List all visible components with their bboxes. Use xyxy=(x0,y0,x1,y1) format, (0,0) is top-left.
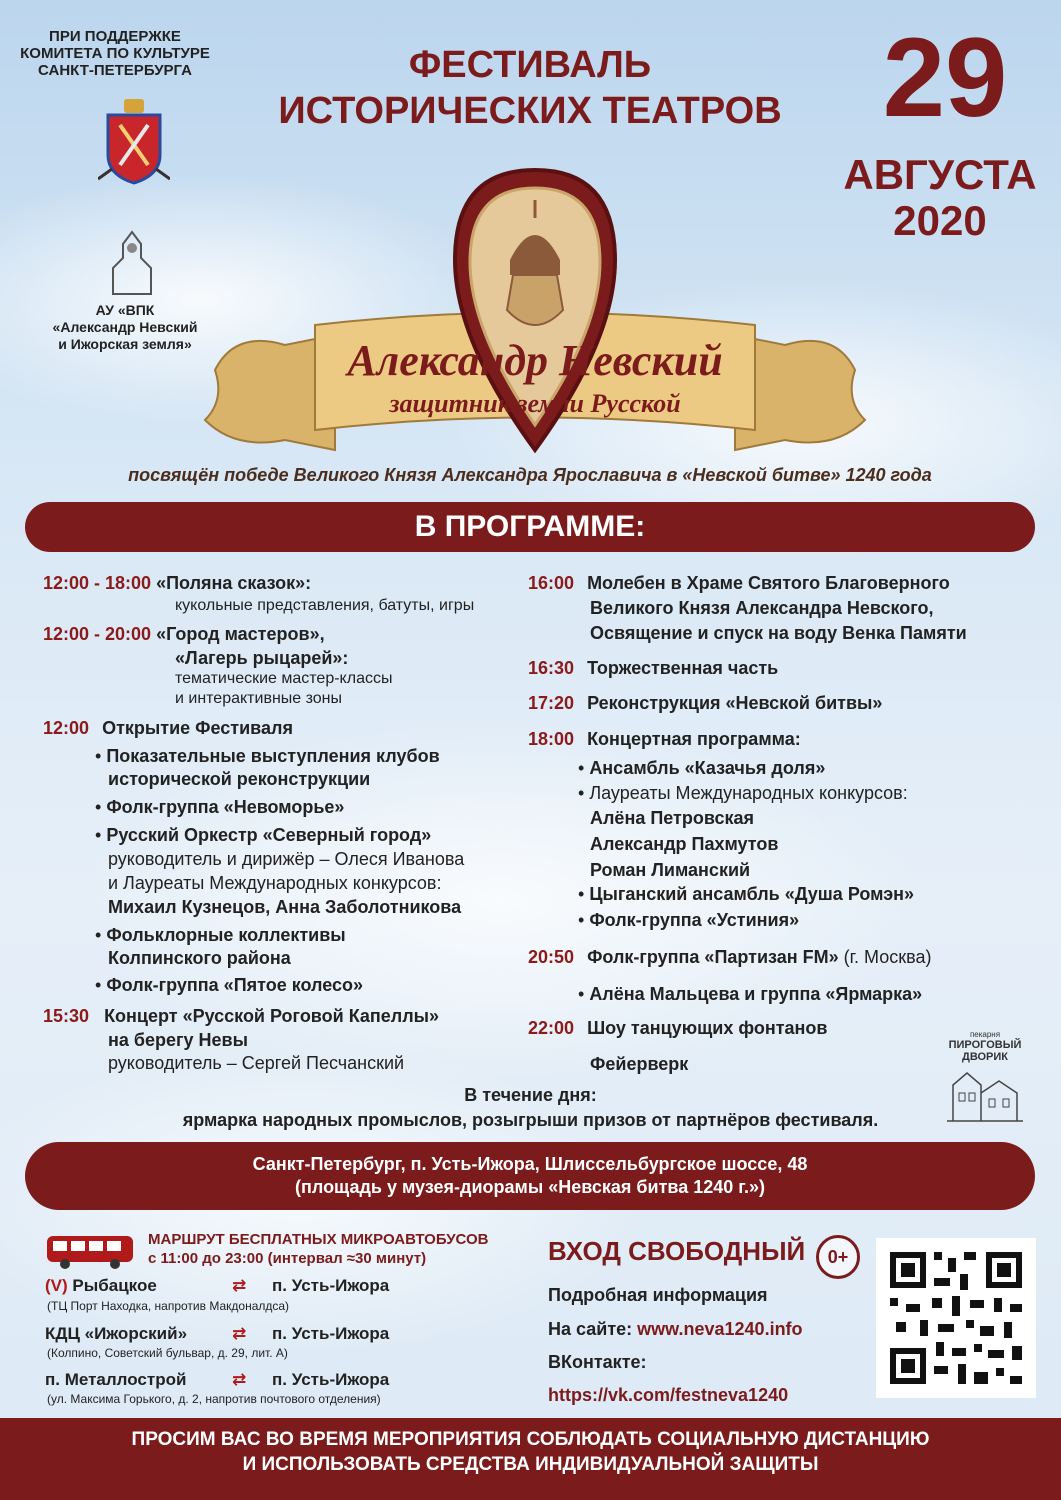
festival-title xyxy=(240,42,820,134)
program-sub: тематические мастер-классы xyxy=(175,670,393,687)
program-bullet: • Показательные выступления клубов xyxy=(95,746,440,766)
route-note: (ул. Максима Горького, д. 2, напротив почтового отделения) xyxy=(47,1392,381,1406)
program-item: 20:50 Фолк-группа «Партизан FM» (г. Москва) xyxy=(528,947,932,967)
program-bullet: • Ансамбль «Казачья доля» xyxy=(578,758,826,778)
more-info: Подробная информация xyxy=(548,1285,768,1305)
support-text xyxy=(20,28,210,79)
program-title: Концерт «Русской Роговой Капеллы» xyxy=(104,1006,440,1026)
program-title: Молебен в Храме Святого Благоверного xyxy=(587,573,950,593)
route-from: КДЦ «Ижорский» xyxy=(45,1324,188,1343)
route-arrows-icon: ⇄ xyxy=(232,1324,247,1343)
festival-logo xyxy=(195,150,875,460)
route-arrows-icon: ⇄ xyxy=(232,1370,247,1389)
address xyxy=(25,1153,1035,1199)
title-line-2: ИСТОРИЧЕСКИХ ТЕАТРОВ xyxy=(278,90,782,132)
organizer-line: «Александр Невский xyxy=(52,319,198,335)
support-line: САНКТ-ПЕТЕРБУРГА xyxy=(38,62,192,79)
route-1 xyxy=(45,1276,157,1296)
program-bullet: • Лауреаты Международных конкурсов: xyxy=(578,783,908,803)
program-title: Открытие Фестиваля xyxy=(102,718,293,738)
partner-small: пекарня xyxy=(969,1030,1001,1039)
program-bullet-cont: Михаил Кузнецов, Анна Заболотникова xyxy=(108,897,462,917)
organizer-line: и Ижорская земля» xyxy=(58,336,192,352)
program-sub: руководитель – Сергей Песчанский xyxy=(108,1053,405,1073)
route-to: п. Усть-Ижора xyxy=(272,1324,390,1343)
route-note: (Колпино, Советский бульвар, д. 29, лит. А) xyxy=(47,1346,288,1360)
program-item: 22:00 Шоу танцующих фонтанов xyxy=(528,1018,828,1038)
program-time: 12:00 - 18:00 xyxy=(43,573,152,593)
program-bullet: • Цыганский ансамбль «Душа Ромэн» xyxy=(578,884,915,904)
performer-name: Роман Лиманский xyxy=(590,860,751,880)
program-bullet: • Русский Оркестр «Северный город» xyxy=(95,825,432,845)
program-bullet-cont: и Лауреаты Международных конкурсов: xyxy=(108,873,442,893)
age-rating-badge: 0+ xyxy=(816,1235,860,1279)
support-line: ПРИ ПОДДЕРЖКЕ xyxy=(49,28,181,45)
program-item: 17:20 Реконструкция «Невской битвы» xyxy=(528,693,883,713)
during-day-text: ярмарка народных промыслов, розыгрыши призов от партнёров фестиваля. xyxy=(182,1110,879,1130)
monument-icon xyxy=(105,228,160,298)
spb-coat-of-arms-icon xyxy=(98,95,170,187)
address-line: Санкт-Петербург, п. Усть-Ижора, Шлиссельбургское шоссе, 48 xyxy=(252,1154,808,1174)
route-arrows-icon: ⇄ xyxy=(232,1276,247,1295)
program-title: на берегу Невы xyxy=(108,1030,248,1050)
route-to: п. Усть-Ижора xyxy=(272,1276,390,1295)
during-day-title: В течение дня: xyxy=(464,1085,597,1105)
program-item: 18:00 Концертная программа: xyxy=(528,729,801,749)
title-line-1: ФЕСТИВАЛЬ xyxy=(408,44,652,86)
program-bullet: • Фолк-группа «Устиния» xyxy=(578,910,800,930)
route-from: п. Металлострой xyxy=(45,1370,187,1389)
program-bullet: • Фолк-группа «Пятое колесо» xyxy=(95,975,364,995)
program-sub: и интерактивные зоны xyxy=(175,690,343,707)
program-item xyxy=(528,572,950,595)
bus-icon xyxy=(45,1234,137,1270)
program-title: Освящение и спуск на воду Венка Памяти xyxy=(590,623,967,643)
date-day: 29 xyxy=(882,15,1008,140)
dedication-text: посвящён победе Великого Князя Александра Ярославича в «Невской битве» 1240 года xyxy=(128,465,932,485)
route-note: (ТЦ Порт Находка, напротив Макдоналдса) xyxy=(47,1299,290,1313)
program-time: 15:30 xyxy=(43,1006,90,1026)
performer-name: Алёна Петровская xyxy=(590,808,754,828)
date-year: 2020 xyxy=(893,197,987,244)
routes-title: МАРШРУТ БЕСПЛАТНЫХ МИКРОАВТОБУСОВ с 11:00 до 23:00 (интервал ≈30 минут) xyxy=(148,1231,489,1267)
program-item xyxy=(43,1005,439,1028)
program-item xyxy=(43,572,311,595)
program-time: 16:00 xyxy=(528,573,575,593)
program-time: 12:00 xyxy=(43,718,90,738)
logo-title: Александр Невский xyxy=(347,336,723,385)
program-sub: кукольные представления, батуты, игры xyxy=(175,597,475,614)
program-bullet-cont: Колпинского района xyxy=(108,948,291,968)
program-title: «Город мастеров», xyxy=(156,624,325,644)
support-line: КОМИТЕТА ПО КУЛЬТУРЕ xyxy=(20,45,210,62)
organizer-line: АУ «ВПК xyxy=(95,302,155,318)
program-title: «Поляна сказок»: xyxy=(156,573,312,593)
logo-subtitle: защитник земли Русской xyxy=(389,389,681,418)
program-time: 12:00 - 20:00 xyxy=(43,624,152,644)
program-title: «Лагерь рыцарей»: xyxy=(175,648,349,668)
program-bullet-cont: исторической реконструкции xyxy=(108,769,371,789)
date-month: АВГУСТА xyxy=(843,151,1037,198)
program-title: Фейерверк xyxy=(590,1054,689,1074)
address-line: (площадь у музея-диорамы «Невская битва 1240 г.») xyxy=(295,1177,765,1197)
program-bullet-cont: руководитель и дирижёр – Олеся Иванова xyxy=(108,849,465,869)
site-line: На сайте: www.neva1240.info xyxy=(548,1319,803,1339)
partner-name: ПИРОГОВЫЙ xyxy=(948,1039,1022,1051)
program-item: 16:30 Торжественная часть xyxy=(528,658,779,678)
performer-name: Александр Пахмутов xyxy=(590,834,779,854)
metro-icon: (V) xyxy=(45,1276,68,1295)
program-heading: В ПРОГРАММЕ: xyxy=(414,510,646,543)
vk-link[interactable]: https://vk.com/festneva1240 xyxy=(548,1385,789,1405)
program-bullet: • Фольклорные коллективы xyxy=(95,925,346,945)
vk-label: ВКонтакте: xyxy=(548,1352,647,1372)
program-item xyxy=(43,717,293,740)
qr-code[interactable] xyxy=(876,1238,1036,1398)
program-title: Великого Князя Александра Невского, xyxy=(590,598,934,618)
route-from: Рыбацкое xyxy=(72,1276,157,1295)
site-link[interactable]: www.neva1240.info xyxy=(637,1319,803,1339)
program-bullet: • Алёна Мальцева и группа «Ярмарка» xyxy=(578,984,923,1004)
program-item xyxy=(43,623,325,646)
footer-notice: ПРОСИМ ВАС ВО ВРЕМЯ МЕРОПРИЯТИЯ СОБЛЮДАТЬ СОЦИАЛЬНУЮ ДИСТАНЦИЮ И ИСПОЛЬЗОВАТЬ СРЕДСТВА ИНДИВИДУАЛЬНОЙ ЗАЩИТЫ xyxy=(131,1429,930,1475)
free-entry: ВХОД СВОБОДНЫЙ xyxy=(548,1236,806,1266)
program-bullet: • Фолк-группа «Невоморье» xyxy=(95,797,345,817)
route-to: п. Усть-Ижора xyxy=(272,1370,390,1389)
partner-name: ДВОРИК xyxy=(961,1051,1009,1063)
